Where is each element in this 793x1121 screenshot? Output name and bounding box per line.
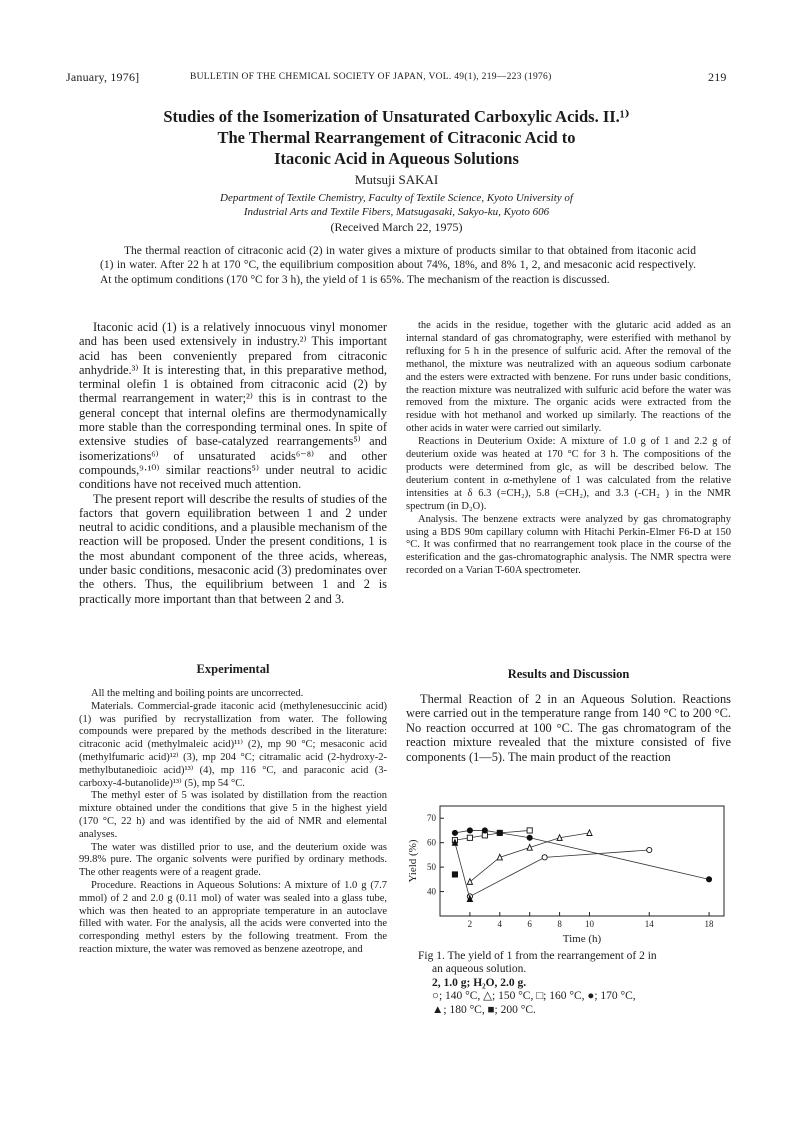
x-tick-label: 14 — [644, 919, 654, 929]
point-open-circle — [542, 855, 547, 860]
point-open-square — [527, 828, 532, 833]
point-open-triangle — [587, 830, 592, 836]
exp-paragraph-1: All the melting and boiling points are uncorrected. — [91, 688, 304, 699]
title-line-1: Studies of the Isomerization of Unsaturated Carboxylic Acids. II.¹⁾ — [163, 107, 630, 126]
author-name: Mutsuji SAKAI — [354, 172, 439, 187]
exp-paragraph-2: Materials. Commercial-grade itaconic acid (methylenesuccinic acid) (1) was purified by recrystallization from water. The following compounds were prepared by the methods described in the literature: citraconic acid (methylmaleic acid)¹¹⁾ (2), mp 90 °C; mesaconic acid (methylfumaric acid)¹²⁾ (3), mp 204 °C; citramalic acid (2-hydroxy-2-methylbutanedioic acid)¹³⁾ (4), mp 116 °C, and paraconic acid (3-carboxy-4-butanolide)¹³⁾ (5), mp 54 °C. — [79, 700, 387, 789]
results-section — [406, 692, 731, 764]
exp-paragraph-3: The methyl ester of 5 was isolated by distillation from the reaction mixture obtained under the conditions that give 5 in the highest yield (170 °C, 22 h) and was identified by the aid of NMR and elemental analyses. — [79, 790, 387, 840]
caption-line-2: an aqueous solution. — [432, 963, 527, 976]
intro-paragraph-1: Itaconic acid (1) is a relatively innocuous vinyl monomer and has been used extensively in industry.²⁾ This important acid has been conveniently prepared from citraconic anhydride.³⁾ It is interesting that, in this preparative method, terminal olefin 1 is obtained from citraconic acid (2) by thermal rearrangement in water;²⁾ this is in contrast to the general concept that internal olefins are thermodynamically more stable than the corresponding terminal ones. In spite of extensive studies of base-catalyzed rearrangements⁵⁾ and isomerizations⁶⁾ of unsaturated acids⁶⁻⁸⁾ and other compounds,⁹·¹⁰⁾ similar reactions⁵⁾ under neutral to acidic conditions have not received much attention. — [79, 320, 387, 492]
title-line-3: Itaconic Acid in Aqueous Solutions — [274, 149, 519, 168]
header-date: January, 1976] — [66, 70, 140, 84]
plot-frame — [440, 806, 724, 916]
caption-line-1: Fig 1. The yield of 1 from the rearrangement of 2 in — [418, 950, 657, 962]
results-paragraph-1: Thermal Reaction of 2 in an Aqueous Solution. Reactions were carried out in the temperature range from 140 °C to 200 °C. No reaction occurred at 100 °C. The gas chromatogram of the reaction mixture revealed that the mixture consisted of five components (1—5). The main product of the reaction — [406, 692, 731, 764]
point-filled-circle — [467, 828, 472, 833]
point-open-triangle — [467, 879, 472, 885]
figure-caption — [418, 950, 738, 1017]
x-tick-label: 4 — [497, 919, 503, 929]
header-journal: BULLETIN OF THE CHEMICAL SOCIETY OF JAPAN, VOL. 49(1), 219—223 (1976) — [190, 72, 552, 82]
point-filled-circle — [497, 830, 502, 835]
exp-paragraph-4: The water was distilled prior to use, and the deuterium oxide was 99.8% pure. The organic solvents were purified by ordinary methods. The other reagents were of a reagent grade. — [79, 841, 387, 879]
experimental-heading: Experimental — [196, 662, 270, 676]
introduction — [79, 320, 387, 606]
affiliation — [60, 191, 733, 219]
point-filled-circle — [706, 877, 711, 882]
point-filled-circle — [482, 828, 487, 833]
x-tick-label: 10 — [584, 919, 594, 929]
caption-line-5: ▲; 180 °C, ■; 200 °C. — [432, 1003, 536, 1016]
methods-paragraph-3: Analysis. The benzene extracts were analyzed by gas chromatography using a BDS 90m capillary column with Hitachi Perkin-Elmer F6-D at 150 °C. It was confirmed that no rearrangement took place in the course of the esterification and the gas-chromatographic analysis. The NMR spectra were recorded on a Varian T-60A spectrometer. — [406, 513, 731, 577]
yield-chart — [402, 800, 732, 950]
exp-paragraph-5: Procedure. Reactions in Aqueous Solutions: A mixture of 1.0 g (7.7 mmol) of 2 and 2.0 g (0.11 mol) of water was sealed into a glass tube, which was then heated to an appropriate temperature in an autoclave filled with water. For the analysis, all the acids were converted into the corresponding methyl esters by the following treatment. From the reaction mixture, the water was removed as benzene azeotrope, and — [79, 879, 387, 955]
methods-continued — [406, 320, 731, 578]
x-tick-label: 2 — [467, 919, 473, 929]
x-axis-label: Time (h) — [562, 933, 602, 945]
methods-paragraph-2: Reactions in Deuterium Oxide: A mixture of 1.0 g of 1 and 2.2 g of deuterium oxide was heated at 170 °C for 3 h. The compositions of the products were determined from glc, as will be described below. The deuterium content in α-methylene of 1 was calculated from the relative intensities at δ 6.3 (=CH₂), 5.8 (=CH₂), and 3.3 (-CH₂ ) in the NMR spectrum (in D₂O). — [406, 436, 731, 512]
affiliation-line-2: Industrial Arts and Textile Fibers, Matsugasaki, Sakyo-ku, Kyoto 606 — [243, 206, 550, 218]
received-date: (Received March 22, 1975) — [330, 220, 463, 234]
intro-paragraph-2: The present report will describe the results of studies of the factors that govern equilibration between 1 and 2 under neutral to acidic conditions, and a plausible mechanism of the reaction will be proposed. Under the present conditions, 1 is the most abundant component of the three acids, whereas, under basic conditions, mesaconic acid (3) predominates over the others. Thus, the equilibrium between 1 and 2 is practically more important than that between 2 and 3. — [79, 491, 387, 606]
series-line-0 — [470, 850, 649, 896]
affiliation-line-1: Department of Textile Chemistry, Faculty of Textile Science, Kyoto University of — [220, 192, 573, 204]
header-page-number: 219 — [708, 70, 727, 84]
x-tick-label: 18 — [704, 919, 714, 929]
x-tick-label: 8 — [557, 919, 562, 929]
experimental-section — [79, 688, 387, 957]
point-open-circle — [647, 847, 652, 852]
point-filled-square — [452, 872, 457, 877]
y-axis-label: Yield (%) — [407, 839, 419, 883]
point-open-square — [482, 833, 487, 838]
title-line-2: The Thermal Rearrangement of Citraconic Acid to — [217, 128, 576, 147]
abstract: The thermal reaction of citraconic acid (2) in water gives a mixture of products similar to that obtained from itaconic acid (1) in water. After 22 h at 170 °C, the equilibrium composition about 74%, 18%, and 8% 1, 2, and mesaconic acid respectively. At the optimum conditions (170 °C for 3 h), the yield of 1 is 65%. The mechanism of the reaction is discussed. — [100, 245, 696, 286]
y-tick-label: 50 — [427, 862, 436, 873]
point-filled-circle — [452, 830, 457, 835]
series-line-4 — [455, 843, 470, 899]
y-tick-label: 70 — [427, 813, 436, 824]
caption-line-3: 2, 1.0 g; H₂O, 2.0 g. — [432, 976, 527, 989]
x-tick-label: 6 — [527, 919, 532, 929]
y-tick-label: 40 — [427, 886, 436, 897]
caption-line-4: ○; 140 °C, △; 150 °C, □; 160 °C, ●; 170 °C, — [432, 990, 636, 1003]
y-tick-label: 60 — [427, 837, 436, 848]
point-open-square — [467, 835, 472, 840]
point-filled-circle — [527, 835, 532, 840]
results-heading: Results and Discussion — [507, 667, 630, 681]
methods-paragraph-1: the acids in the residue, together with the glutaric acid added as an internal standard of gas chromatography, were esterified with methanol by refluxing for 5 h in the presence of sulfuric acid. After the removal of the methanol, the mixture was neutralized with an aqueous sodium carbonate and the esters were extracted with benzene. For runs under basic conditions, the reaction mixture was neutralized with sulfuric acid before the water was removed from the mixture. The organic acids were extracted from the residue with hot methanol and worked up similarly. The reactions of the other acids in water were carried out similarly. — [406, 320, 731, 435]
article-title — [60, 106, 733, 169]
